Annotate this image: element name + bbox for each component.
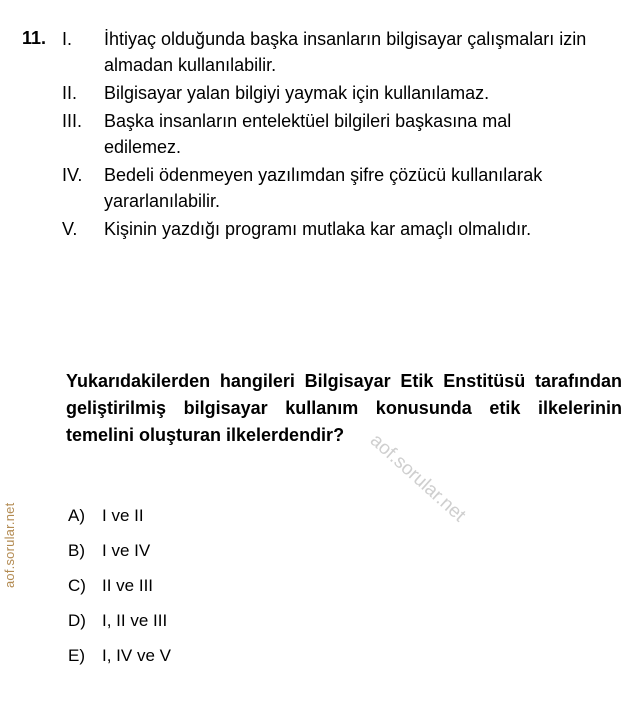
option-text: I, II ve III [102, 611, 168, 630]
roman-numeral-list [62, 26, 622, 244]
option-e[interactable] [68, 645, 608, 667]
option-letter: A) [68, 506, 85, 525]
side-watermark: aof.sorular.net [2, 502, 17, 588]
option-text: I ve II [102, 506, 144, 525]
roman-label: III. [62, 111, 83, 131]
option-d[interactable] [68, 610, 608, 632]
list-item [62, 108, 622, 160]
option-letter: D) [68, 611, 86, 630]
roman-text: Kişinin yazdığı programı mutlaka kar amaçlı olmalıdır. [104, 219, 532, 239]
roman-label: II. [62, 83, 78, 103]
option-letter: C) [68, 576, 86, 595]
option-text: II ve III [102, 576, 154, 595]
roman-label: V. [62, 219, 78, 239]
roman-text: İhtiyaç olduğunda başka insanların bilgisayar çalışmaları izin almadan kullanılabilir. [104, 29, 587, 75]
roman-label: I. [62, 29, 73, 49]
question-stem: Yukarıdakilerden hangileri Bilgisayar Etik Enstitüsü tarafından geliştirilmiş bilgisayar kullanım konusunda etik ilkelerinin temelini oluşturan ilkelerdendir? [66, 371, 622, 445]
question-number: 11. [22, 28, 47, 48]
list-item [62, 216, 622, 242]
roman-label: IV. [62, 165, 83, 185]
option-b[interactable] [68, 540, 608, 562]
diagonal-watermark: aof.sorular.net [365, 430, 470, 527]
option-letter: E) [68, 646, 85, 665]
roman-text: Bilgisayar yalan bilgiyi yaymak için kullanılamaz. [104, 83, 490, 103]
list-item [62, 162, 622, 214]
option-text: I, IV ve V [102, 646, 171, 665]
list-item [62, 80, 622, 106]
option-c[interactable] [68, 575, 608, 597]
option-a[interactable] [68, 505, 608, 527]
roman-text: Başka insanların entelektüel bilgileri başkasına mal edilemez. [104, 111, 512, 157]
option-text: I ve IV [102, 541, 151, 560]
roman-text: Bedeli ödenmeyen yazılımdan şifre çözücü kullanılarak yararlanılabilir. [104, 165, 543, 211]
option-letter: B) [68, 541, 85, 560]
answer-options [68, 505, 608, 680]
list-item [62, 26, 622, 78]
